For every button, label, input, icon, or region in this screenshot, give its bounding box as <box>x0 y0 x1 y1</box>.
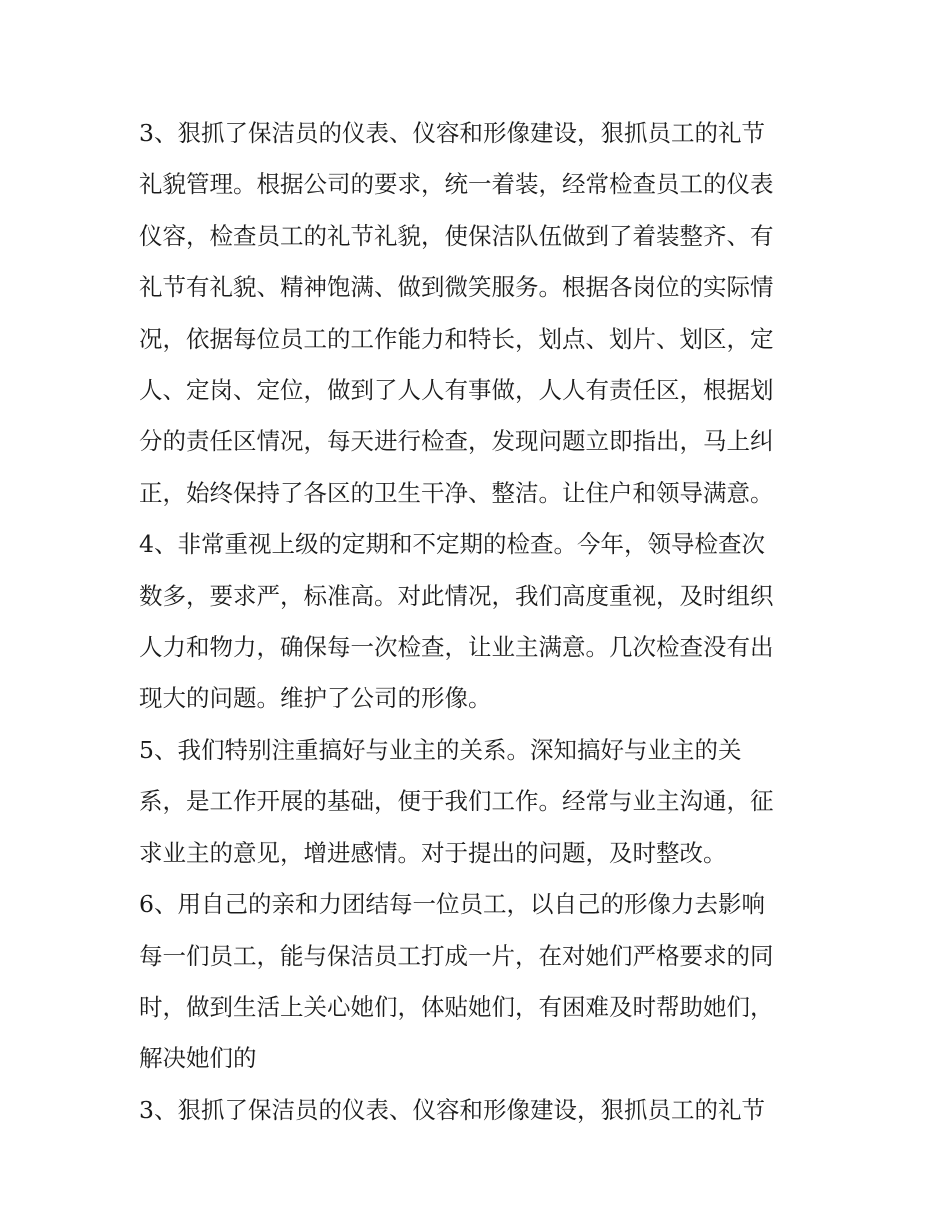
text-line: 人、定岗、定位，做到了人人有事做，人人有责任区，根据划 <box>139 376 774 405</box>
text-line: 况，依据每位员工的工作能力和特长，划点、划片、划区，定 <box>139 324 774 353</box>
text-line: 系，是工作开展的基础，便于我们工作。经常与业主沟通，征 <box>139 787 774 816</box>
text-line: 数多，要求严，标准高。对此情况，我们高度重视，及时组织 <box>139 581 774 610</box>
text-line: 6、用自己的亲和力团结每一位员工，以自己的形像力去影响 <box>139 890 765 919</box>
text-line: 礼节有礼貌、精神饱满、做到微笑服务。根据各岗位的实际情 <box>139 273 774 302</box>
text-line: 5、我们特别注重搞好与业主的关系。深知搞好与业主的关 <box>139 735 742 764</box>
paragraph-item-3-repeat <box>139 1085 819 1136</box>
paragraph-item-4 <box>139 519 819 725</box>
text-line: 仪容，检查员工的礼节礼貌，使保洁队伍做到了着装整齐、有 <box>139 221 774 250</box>
text-line: 人力和物力，确保每一次检查，让业主满意。几次检查没有出 <box>139 633 774 662</box>
text-line: 3、狠抓了保洁员的仪表、仪容和形像建设，狠抓员工的礼节 <box>139 119 765 147</box>
text-line: 时，做到生活上关心她们，体贴她们，有困难及时帮助她们， <box>139 992 774 1021</box>
text-line: 正，始终保持了各区的卫生干净、整洁。让住户和领导满意。 <box>139 478 774 507</box>
text-line: 现大的问题。维护了公司的形像。 <box>139 684 492 713</box>
paragraph-item-5 <box>139 725 819 879</box>
text-line: 解决她们的 <box>139 1044 257 1073</box>
text-line: 求业主的意见，增进感情。对于提出的问题，及时整改。 <box>139 838 727 867</box>
paragraph-item-6 <box>139 879 819 1085</box>
text-line: 每一们员工，能与保洁员工打成一片，在对她们严格要求的同 <box>139 941 774 970</box>
text-line: 3、狠抓了保洁员的仪表、仪容和形像建设，狠抓员工的礼节 <box>139 1095 765 1124</box>
paragraph-item-3 <box>139 108 819 519</box>
text-line: 分的责任区情况，每天进行检查，发现问题立即指出，马上纠 <box>139 427 774 456</box>
document-body <box>139 108 819 1136</box>
text-line: 礼貌管理。根据公司的要求，统一着装，经常检查员工的仪表 <box>139 170 774 199</box>
text-line: 4、非常重视上级的定期和不定期的检查。今年，领导检查次 <box>139 530 765 559</box>
